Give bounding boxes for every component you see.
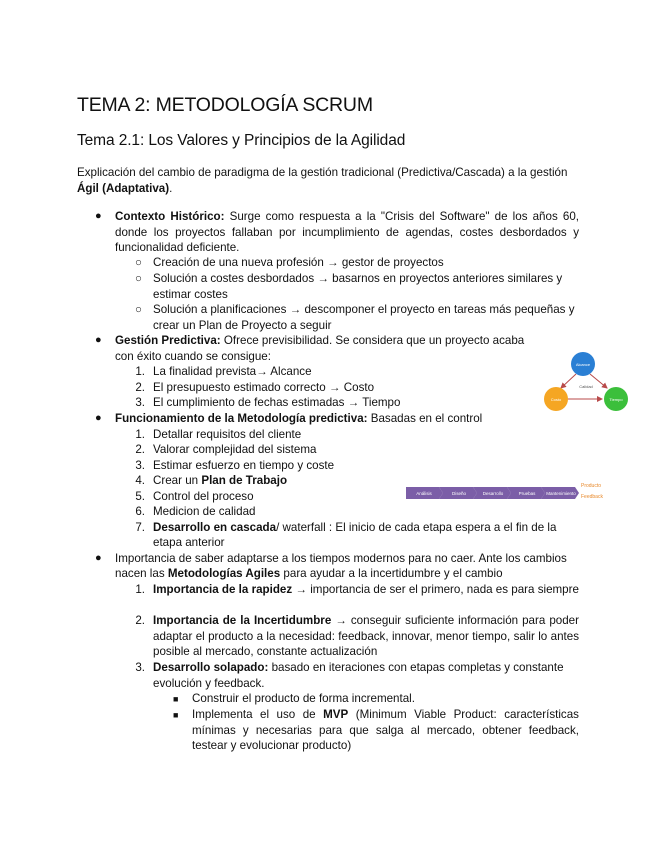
func-item-2: Valorar complejidad del sistema (153, 443, 317, 456)
list-number: 3. (135, 661, 145, 674)
circle-bullet: ○ (135, 256, 143, 269)
gestion-text: Ofrece previsibilidad. Se considera que un proyecto acaba (223, 334, 525, 347)
circle-bullet: ○ (135, 272, 143, 285)
list-number: 1. (135, 583, 145, 596)
list-number: 3. (135, 459, 145, 472)
sq-item-2: Implementa el uso de MVP (Minimum Viable Product: características mínimas y necesarias para que salga al mercado, obtener feedback, testear y evolucionar producto) (192, 708, 579, 752)
contexto-paragraph (115, 209, 579, 256)
waterfall-right-bottom: Feedback (581, 494, 603, 500)
contexto-sub-2: Solución a costes desbordados → basarnos en proyectos anteriores similares y estimar costes (153, 272, 563, 301)
list-number: 1. (135, 365, 145, 378)
section-subtitle: Tema 2.1: Los Valores y Principios de la Agilidad (77, 132, 406, 149)
list-number: 3. (135, 396, 145, 409)
square-bullet: ■ (173, 710, 179, 720)
waterfall-step-label: Diseño (451, 491, 467, 496)
node-costo-label: Costo (550, 397, 562, 402)
list-number: 2. (135, 614, 145, 627)
func-item-6: Medicion de calidad (153, 505, 256, 518)
funcionamiento-label: Funcionamiento de la Metodología predictiva: (115, 412, 368, 425)
importancia-item-3: Desarrollo solapado: basado en iteraciones con etapas completas y constante evolución y feedback. (153, 661, 564, 690)
list-number: 7. (135, 521, 145, 534)
func-item-4: Crear un Plan de Trabajo (153, 474, 288, 487)
importancia-item-1: Importancia de la rapidez → importancia de ser el primero, nada es para siempre (153, 583, 579, 596)
arrow-top-left (561, 374, 576, 388)
funcionamiento-text: Basadas en el control (370, 412, 483, 425)
list-number: 4. (135, 474, 145, 487)
waterfall-right-top: Producto (581, 483, 602, 489)
importancia-line-1: Importancia de saber adaptarse a los tiempos modernos para no caer. Ante los cambios (115, 552, 567, 565)
list-number: 6. (135, 505, 145, 518)
node-alcance-label: Alcance (575, 362, 591, 367)
waterfall-diagram (406, 483, 611, 503)
gestion-item-3: El cumplimiento de fechas estimadas → Tiempo (153, 396, 401, 409)
intro-end: . (169, 181, 173, 195)
waterfall-step-label: Pruebas (518, 491, 536, 496)
intro-paragraph (77, 165, 579, 196)
list-number: 2. (135, 443, 145, 456)
gestion-line-1 (115, 333, 524, 349)
list-number: 5. (135, 490, 145, 503)
func-item-7-line-2: etapa anterior (153, 536, 225, 549)
gestion-line-2: con éxito cuando se consigue: (115, 350, 271, 363)
sq-item-1: Construir el producto de forma incremental. (192, 692, 415, 705)
funcionamiento-line (115, 411, 482, 427)
gestion-item-2: El presupuesto estimado correcto → Costo (153, 381, 375, 394)
gestion-label: Gestión Predictiva: (115, 334, 221, 347)
func-item-5: Control del proceso (153, 490, 254, 503)
intro-text: Explicación del cambio de paradigma de la gestión tradicional (Predictiva/Cascada) a la gestión (77, 166, 568, 179)
importancia-item-2: Importancia de la Incertidumbre → conseguir suficiente información para poder adaptar el producto a la necesidad: feedback, innovar, menor tiempo, salir lo antes posible al mercado, constante actualización (153, 614, 579, 658)
waterfall-step-label: Desarrollo (482, 491, 504, 496)
circle-bullet: ○ (135, 303, 143, 316)
contexto-sub-1: Creación de una nueva profesión → gestor de proyectos (153, 256, 444, 269)
square-bullet: ■ (173, 694, 179, 704)
func-item-1: Detallar requisitos del cliente (153, 428, 302, 441)
importancia-line-2: nacen las Metodologías Agiles para ayudar a la incertidumbre y el cambio (115, 567, 503, 580)
contexto-label: Contexto Histórico: (115, 210, 225, 223)
list-number: 1. (135, 428, 145, 441)
node-tiempo-label: Tiempo (609, 397, 623, 402)
contexto-sub-3: Solución a planificaciones → descomponer el proyecto en tareas más pequeñas y crear un Plan de Proyecto a seguir (153, 303, 575, 332)
bullet-dot: ● (95, 552, 102, 564)
center-label: Calidad (579, 384, 593, 389)
list-number: 2. (135, 381, 145, 394)
bullet-dot: ● (95, 334, 102, 346)
func-item-3: Estimar esfuerzo en tiempo y coste (153, 459, 335, 472)
contexto-text: Surge como respuesta a la "Crisis del Software" de los años 60, donde los proyectos fallaban por incumplimiento de agendas, costes desbordados y funcionalidad deficiente. (115, 210, 579, 254)
bullet-dot: ● (95, 210, 102, 222)
waterfall-step-label: Análisis (416, 491, 432, 496)
func-item-7: Desarrollo en cascada/ waterfall : El inicio de cada etapa espera a el fin de la (153, 521, 557, 534)
bullet-dot: ● (95, 412, 102, 424)
waterfall-step-label: Mantenimiento (546, 491, 576, 496)
page-title: TEMA 2: METODOLOGÍA SCRUM (77, 94, 373, 116)
triple-constraint-diagram (540, 350, 630, 412)
gestion-item-1: La finalidad prevista→ Alcance (153, 365, 312, 378)
intro-bold: Ágil (Adaptativa) (77, 181, 170, 195)
